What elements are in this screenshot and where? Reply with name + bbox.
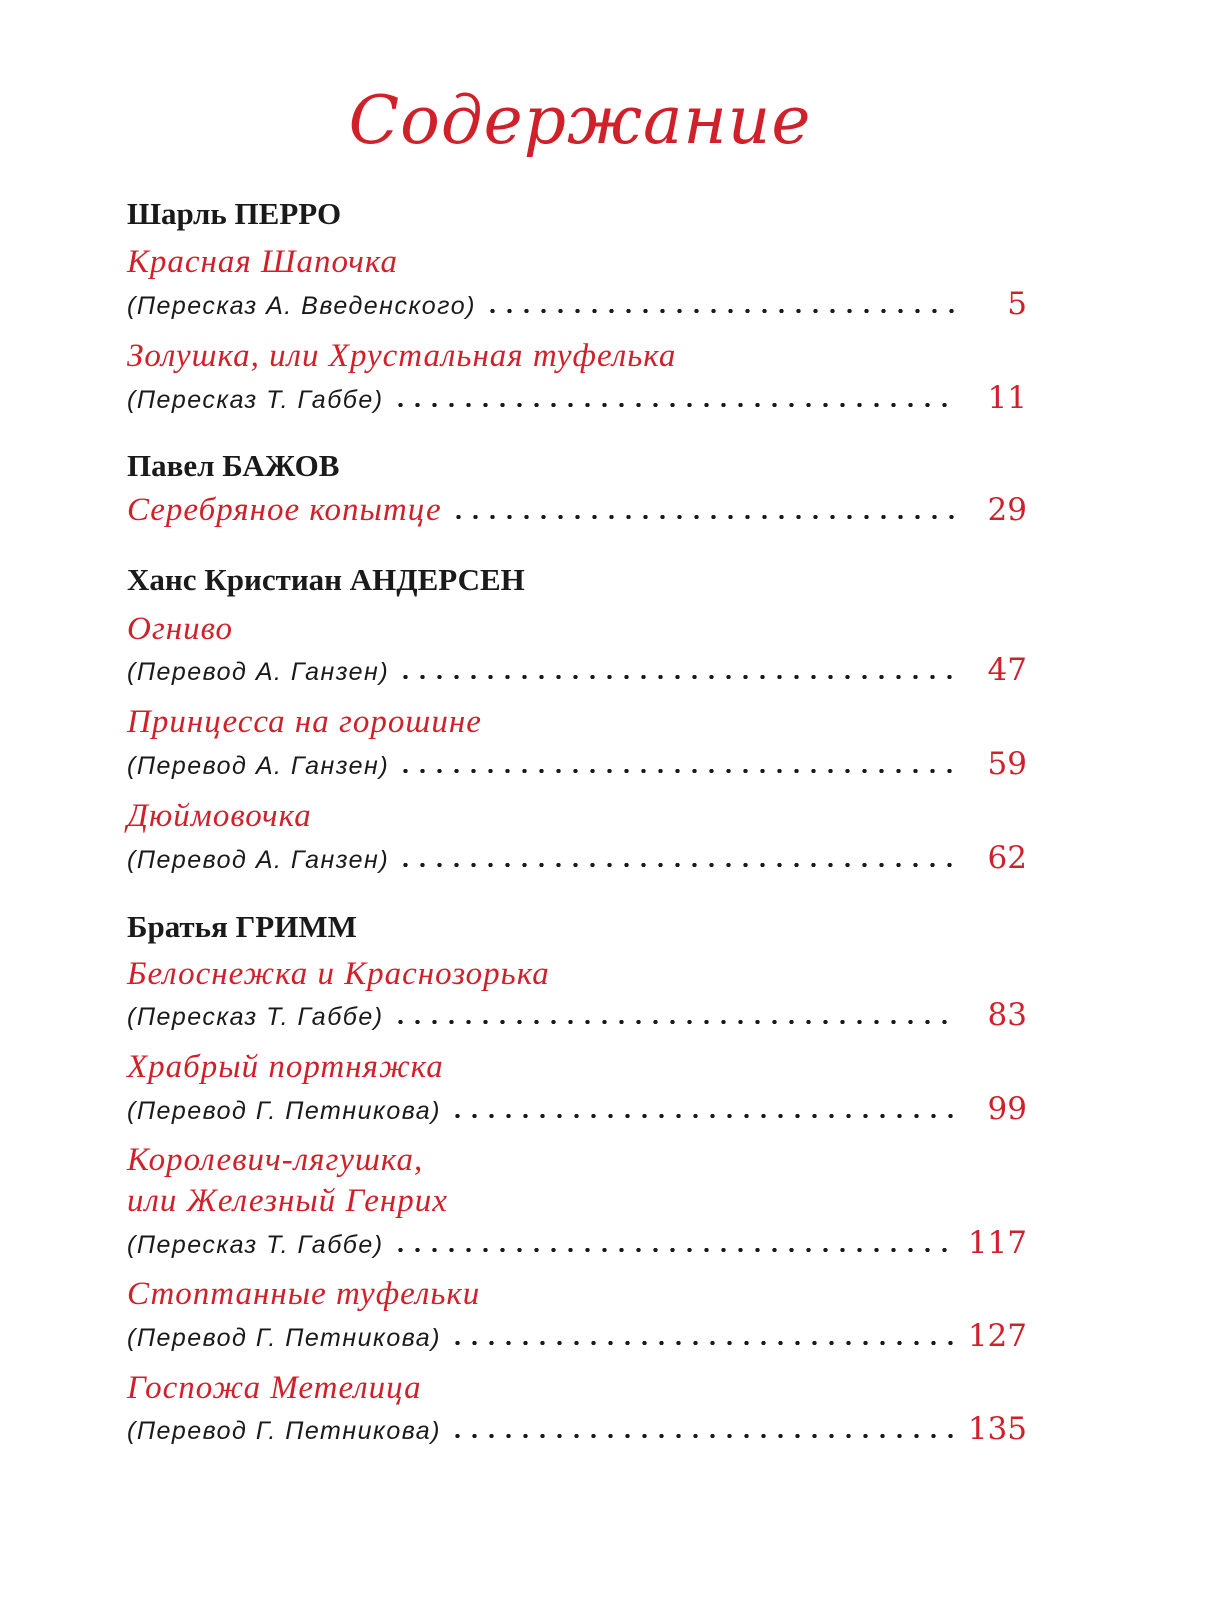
story-title[interactable]: Огниво: [127, 611, 233, 647]
story-title[interactable]: Золушка, или Хрустальная туфелька: [127, 338, 677, 374]
dot-leader: [397, 863, 957, 867]
page-number: 47: [987, 652, 1027, 688]
credit-text: (Пересказ Т. Габбе): [127, 1003, 384, 1031]
dot-leader: [484, 309, 957, 313]
author-heading: Ханс Кристиан АНДЕРСЕН: [127, 562, 525, 597]
page-number: 135: [967, 1411, 1027, 1447]
page-number: 83: [987, 997, 1027, 1033]
credit-text: (Пересказ Т. Габбе): [127, 1231, 384, 1259]
page-number: 11: [987, 380, 1027, 416]
toc-entry-row[interactable]: [127, 1411, 1027, 1449]
toc-entry-row[interactable]: [127, 997, 1027, 1035]
credit-text: (Перевод Г. Петникова): [127, 1417, 441, 1445]
toc-entry-row[interactable]: [127, 492, 1027, 530]
toc-entry-row[interactable]: [127, 746, 1027, 784]
story-title[interactable]: Серебряное копытце: [127, 492, 442, 528]
page-number: 127: [967, 1318, 1027, 1354]
dot-leader: [397, 675, 957, 679]
story-title[interactable]: Госпожа Метелица: [127, 1370, 422, 1406]
toc-entry-row[interactable]: [127, 840, 1027, 878]
toc-entry-row[interactable]: [127, 380, 1027, 418]
credit-text: (Пересказ Т. Габбе): [127, 386, 384, 414]
page-number: 117: [967, 1225, 1027, 1261]
story-title[interactable]: Белоснежка и Краснозорька: [127, 956, 550, 992]
dot-leader: [392, 403, 957, 407]
page-number: 5: [1007, 286, 1027, 322]
toc-entry-row[interactable]: [127, 1091, 1027, 1129]
page-number: 62: [987, 840, 1027, 876]
story-title[interactable]: Дюймовочка: [127, 798, 312, 834]
story-title[interactable]: Принцесса на горошине: [127, 704, 482, 740]
credit-text: (Пересказ А. Введенского): [127, 292, 476, 320]
credit-text: (Перевод А. Ганзен): [127, 658, 390, 686]
dot-leader: [449, 1434, 954, 1438]
dot-leader: [397, 769, 957, 773]
story-title-line-1[interactable]: Королевич-лягушка,: [127, 1142, 424, 1178]
page-number: 59: [987, 746, 1027, 782]
credit-text: (Перевод Г. Петникова): [127, 1097, 441, 1125]
credit-text: (Перевод А. Ганзен): [127, 752, 390, 780]
story-title[interactable]: Храбрый портняжка: [127, 1049, 444, 1085]
author-heading: Павел БАЖОВ: [127, 448, 340, 483]
story-title[interactable]: Красная Шапочка: [127, 244, 398, 280]
dot-leader: [449, 1341, 954, 1345]
page-title: Содержание: [348, 82, 812, 159]
author-heading: Шарль ПЕРРО: [127, 196, 342, 231]
credit-text: (Перевод А. Ганзен): [127, 846, 390, 874]
toc-entry-row[interactable]: [127, 1225, 1027, 1263]
toc-entry-row[interactable]: [127, 286, 1027, 324]
story-title-line-2[interactable]: или Железный Генрих: [127, 1183, 448, 1219]
dot-leader: [392, 1020, 957, 1024]
author-heading: Братья ГРИММ: [127, 909, 357, 944]
story-title[interactable]: Стоптанные туфельки: [127, 1276, 481, 1312]
toc-entry-row[interactable]: [127, 1318, 1027, 1356]
dot-leader: [392, 1248, 954, 1252]
credit-text: (Перевод Г. Петникова): [127, 1324, 441, 1352]
toc-entry-row[interactable]: [127, 652, 1027, 690]
page-number: 99: [987, 1091, 1027, 1127]
dot-leader: [449, 1114, 957, 1118]
dot-leader: [450, 515, 957, 519]
page-number: 29: [987, 492, 1027, 528]
